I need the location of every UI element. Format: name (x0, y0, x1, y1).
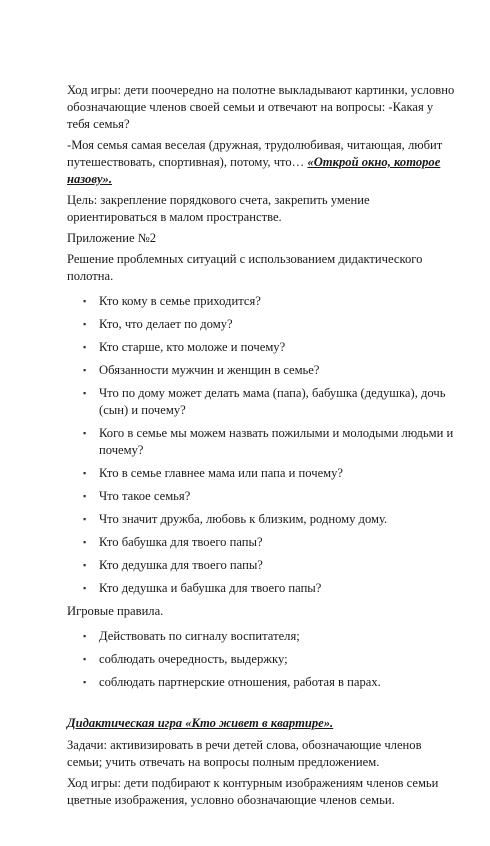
document-page (67, 82, 455, 813)
game2-title (67, 715, 455, 732)
game2-tasks-paragraph: Задачи: активизировать в речи детей слова, обозначающие членов семьи; учить отвечать на вопросы полным предложением. (67, 738, 422, 769)
goal-paragraph: Цель: закрепление порядкового счета, закрепить умение ориентироваться в малом пространстве. (67, 193, 370, 224)
game2-course-paragraph: Ход игры: дети подбирают к контурным изображениям членов семьи цветные изображения, условно обозначающие членов семьи. (67, 776, 439, 807)
rules-list (67, 628, 455, 691)
list-item: ▪ Действовать по сигналу воспитателя; (67, 628, 455, 645)
list-item: ▪ Обязанности мужчин и женщин в семье? (67, 362, 455, 379)
game-title-open-window: «Открой окно, которое назову». (67, 155, 441, 186)
game2-title-text: Дидактическая игра «Кто живет в квартире». (67, 716, 334, 730)
list-item: ▪ Кто бабушка для твоего папы? (67, 534, 455, 551)
family-answer-paragraph (67, 137, 455, 188)
list-item: ▪ Кто старше, кто моложе и почему? (67, 339, 455, 356)
list-item: ▪ соблюдать очередность, выдержку; (67, 651, 455, 668)
game-course-paragraph: Ход игры: дети поочередно на полотне выкладывают картинки, условно обозначающие членов своей семьи и отвечают на вопросы: -Какая у тебя семья? (67, 83, 455, 131)
list-item: ▪ Кого в семье мы можем назвать пожилыми и молодыми людьми и почему? (67, 425, 455, 459)
list-item: ▪ Что такое семья? (67, 488, 455, 505)
rules-heading: Игровые правила. (67, 604, 164, 618)
list-item: ▪ Кто, что делает по дому? (67, 316, 455, 333)
problem-situations-paragraph: Решение проблемных ситуаций с использованием дидактического полотна. (67, 252, 423, 283)
list-item: ▪ Кто дедушка для твоего папы? (67, 557, 455, 574)
appendix-heading: Приложение №2 (67, 231, 157, 245)
list-item: ▪ Кто дедушка и бабушка для твоего папы? (67, 580, 455, 597)
questions-list (67, 293, 455, 597)
list-item: ▪ соблюдать партнерские отношения, работая в парах. (67, 674, 455, 691)
list-item: ▪ Что по дому может делать мама (папа), бабушка (дедушка), дочь (сын) и почему? (67, 385, 455, 419)
list-item: ▪ Кто в семье главнее мама или папа и почему? (67, 465, 455, 482)
family-answer-text: -Моя семья самая веселая (дружная, трудолюбивая, читающая, любит путешествовать, спортивная), потому, что… (67, 138, 443, 169)
list-item: ▪ Что значит дружба, любовь к близким, родному дому. (67, 511, 455, 528)
list-item: ▪ Кто кому в семье приходится? (67, 293, 455, 310)
